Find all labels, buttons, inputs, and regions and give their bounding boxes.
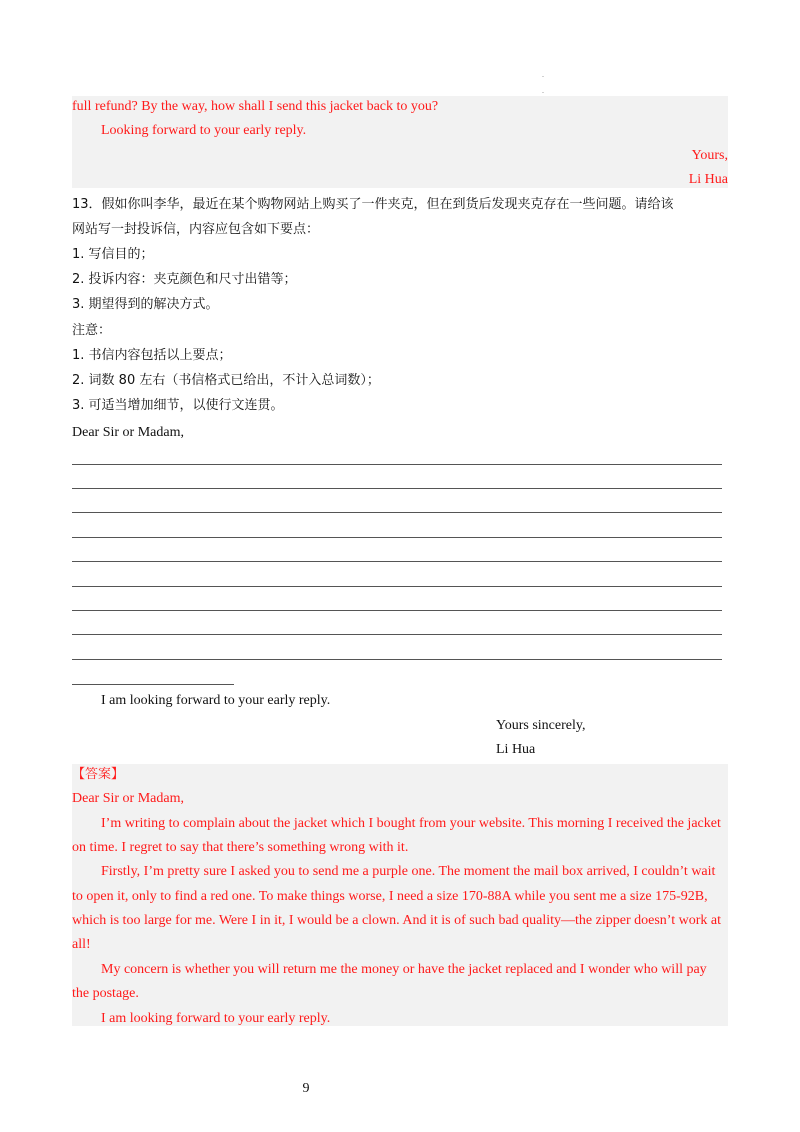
notes-title: 注意： <box>72 323 112 338</box>
writing-line <box>72 634 722 635</box>
writing-line <box>72 512 722 513</box>
answer-line: which is too large for me. Were I in it, I would be a clown. And it is of such bad quality—the zipper doesn’t work at <box>72 913 721 928</box>
answer-line: all! <box>72 937 91 952</box>
prev-answer-signature: Li Hua <box>688 172 728 187</box>
question-line: 13．假如你叫李华，最近在某个购物网站上购买了一件夹克，但在到货后发现夹克存在一些问题。请给该 <box>72 197 674 212</box>
writing-line <box>72 561 722 562</box>
letter-name: Li Hua <box>496 742 536 757</box>
top-mark: . <box>542 86 544 95</box>
page-number: 9 <box>302 1081 310 1096</box>
prev-answer-line: Looking forward to your early reply. <box>101 123 307 138</box>
note-item: 2. 词数 80 左右（书信格式已给出，不计入总词数）； <box>72 373 380 388</box>
answer-line: I’m writing to complain about the jacket which I bought from your website. This morning I received the jacket <box>101 816 721 831</box>
question-line: 网站写一封投诉信，内容应包含如下要点： <box>72 222 320 237</box>
prev-answer-line: full refund? By the way, how shall I send this jacket back to you? <box>72 99 439 114</box>
note-item: 3. 可适当增加细节，以使行文连贯。 <box>72 398 284 413</box>
answer-line: to open it, only to find a red one. To make things worse, I need a size 170-88A while you sent me a size 175-92B, <box>72 889 708 904</box>
answer-label: 【答案】 <box>72 767 125 782</box>
writing-line <box>72 537 722 538</box>
question-point: 2. 投诉内容：夹克颜色和尺寸出错等； <box>72 272 297 287</box>
prev-answer-closing: Yours, <box>691 148 728 163</box>
answer-line: the postage. <box>72 986 139 1001</box>
writing-line <box>72 586 722 587</box>
writing-line-short <box>72 684 234 685</box>
question-point: 3. 期望得到的解决方式。 <box>72 297 219 312</box>
answer-line: Firstly, I’m pretty sure I asked you to send me a purple one. The moment the mail box arrived, I couldn’t wait <box>101 864 716 879</box>
writing-line <box>72 488 722 489</box>
writing-line <box>72 610 722 611</box>
writing-line <box>72 464 722 465</box>
letter-salutation: Dear Sir or Madam, <box>72 425 184 440</box>
note-item: 1. 书信内容包括以上要点； <box>72 348 232 363</box>
writing-line <box>72 659 722 660</box>
answer-line: My concern is whether you will return me the money or have the jacket replaced and I wonder who will pay <box>101 962 707 977</box>
letter-sign-off: Yours sincerely, <box>496 718 586 733</box>
letter-closing-line: I am looking forward to your early reply. <box>101 693 331 708</box>
question-point: 1. 写信目的； <box>72 247 154 262</box>
answer-line: Dear Sir or Madam, <box>72 791 184 806</box>
answer-line: I am looking forward to your early reply. <box>101 1011 331 1026</box>
top-mark: . <box>542 70 544 79</box>
answer-line: on time. I regret to say that there’s something wrong with it. <box>72 840 409 855</box>
